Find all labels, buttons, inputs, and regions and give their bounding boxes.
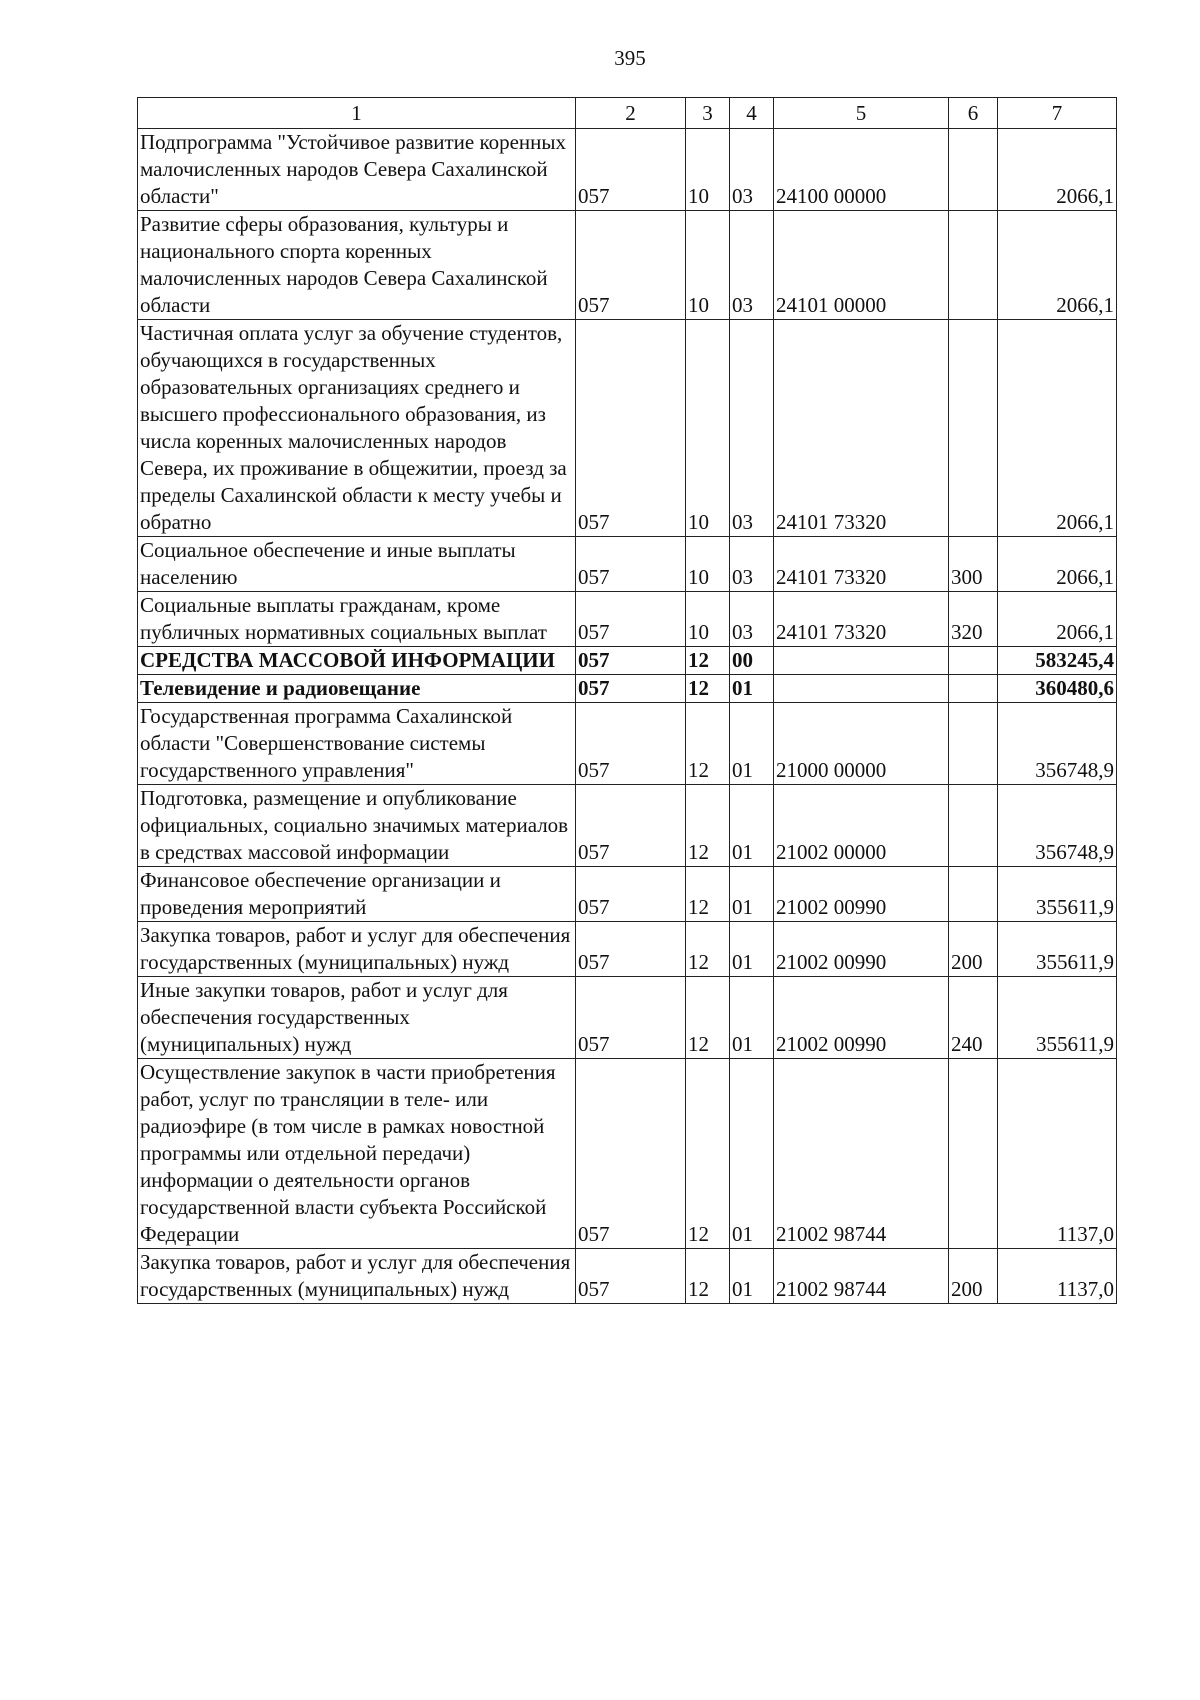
row-name-cell: Подготовка, размещение и опубликование официальных, социально значимых материалов в средствах массовой информации <box>138 785 576 867</box>
row-expense-type-cell: 200 <box>949 1249 998 1304</box>
row-subsection-cell: 01 <box>730 1249 774 1304</box>
row-amount-cell: 2066,1 <box>998 537 1117 592</box>
row-subsection-cell: 03 <box>730 211 774 320</box>
row-amount-cell: 360480,6 <box>998 675 1117 703</box>
row-expense-type-cell <box>949 211 998 320</box>
row-ved-cell: 057 <box>576 320 686 537</box>
row-ved-cell: 057 <box>576 537 686 592</box>
row-target-article-cell: 21002 00990 <box>774 977 949 1059</box>
row-subsection-cell: 03 <box>730 592 774 647</box>
row-amount-cell: 355611,9 <box>998 977 1117 1059</box>
row-amount-cell: 355611,9 <box>998 922 1117 977</box>
row-name-cell: Частичная оплата услуг за обучение студентов, обучающихся в государственных образовательных организациях среднего и высшего профессионального образования, из числа коренных малочисленных народов Севера, их проживание в общежитии, проезд за пределы Сахалинской области к месту учебы и обратно <box>138 320 576 537</box>
table-row <box>138 129 1117 211</box>
table-row <box>138 647 1117 675</box>
column-header: 6 <box>949 98 998 129</box>
row-subsection-cell: 03 <box>730 537 774 592</box>
column-header: 4 <box>730 98 774 129</box>
row-subsection-cell: 01 <box>730 977 774 1059</box>
column-header: 5 <box>774 98 949 129</box>
row-target-article-cell: 24101 73320 <box>774 320 949 537</box>
table-row <box>138 977 1117 1059</box>
row-name-cell: Подпрограмма "Устойчивое развитие коренных малочисленных народов Севера Сахалинской области" <box>138 129 576 211</box>
table-header-row <box>138 98 1117 129</box>
row-expense-type-cell <box>949 675 998 703</box>
row-section-cell: 12 <box>686 703 730 785</box>
row-target-article-cell: 21002 00000 <box>774 785 949 867</box>
row-section-cell: 12 <box>686 1059 730 1249</box>
table-row <box>138 320 1117 537</box>
row-section-cell: 12 <box>686 1249 730 1304</box>
column-header: 3 <box>686 98 730 129</box>
row-amount-cell: 583245,4 <box>998 647 1117 675</box>
row-target-article-cell: 24100 00000 <box>774 129 949 211</box>
row-expense-type-cell: 300 <box>949 537 998 592</box>
row-expense-type-cell: 200 <box>949 922 998 977</box>
row-ved-cell: 057 <box>576 703 686 785</box>
column-header: 7 <box>998 98 1117 129</box>
column-header: 2 <box>576 98 686 129</box>
row-section-cell: 10 <box>686 211 730 320</box>
row-ved-cell: 057 <box>576 922 686 977</box>
row-expense-type-cell: 240 <box>949 977 998 1059</box>
row-target-article-cell: 24101 00000 <box>774 211 949 320</box>
row-ved-cell: 057 <box>576 211 686 320</box>
row-section-cell: 12 <box>686 867 730 922</box>
table-row <box>138 675 1117 703</box>
row-subsection-cell: 01 <box>730 785 774 867</box>
row-target-article-cell: 24101 73320 <box>774 592 949 647</box>
row-subsection-cell: 00 <box>730 647 774 675</box>
row-expense-type-cell <box>949 1059 998 1249</box>
row-name-cell: Финансовое обеспечение организации и проведения мероприятий <box>138 867 576 922</box>
row-subsection-cell: 01 <box>730 867 774 922</box>
row-ved-cell: 057 <box>576 1249 686 1304</box>
row-expense-type-cell <box>949 785 998 867</box>
row-name-cell: Телевидение и радиовещание <box>138 675 576 703</box>
row-target-article-cell: 21002 00990 <box>774 867 949 922</box>
row-target-article-cell: 21002 98744 <box>774 1059 949 1249</box>
table-row <box>138 1059 1117 1249</box>
row-expense-type-cell <box>949 703 998 785</box>
row-expense-type-cell <box>949 867 998 922</box>
row-ved-cell: 057 <box>576 1059 686 1249</box>
budget-table <box>137 97 1117 1304</box>
row-section-cell: 12 <box>686 647 730 675</box>
row-section-cell: 10 <box>686 537 730 592</box>
row-expense-type-cell: 320 <box>949 592 998 647</box>
row-target-article-cell: 24101 73320 <box>774 537 949 592</box>
row-amount-cell: 356748,9 <box>998 785 1117 867</box>
column-header: 1 <box>138 98 576 129</box>
row-subsection-cell: 03 <box>730 129 774 211</box>
row-section-cell: 10 <box>686 129 730 211</box>
row-amount-cell: 355611,9 <box>998 867 1117 922</box>
row-amount-cell: 2066,1 <box>998 211 1117 320</box>
table-row <box>138 1249 1117 1304</box>
row-subsection-cell: 01 <box>730 922 774 977</box>
row-name-cell: Развитие сферы образования, культуры и национального спорта коренных малочисленных народов Севера Сахалинской области <box>138 211 576 320</box>
row-name-cell: Закупка товаров, работ и услуг для обеспечения государственных (муниципальных) нужд <box>138 922 576 977</box>
budget-table-body <box>138 98 1117 1304</box>
row-expense-type-cell <box>949 647 998 675</box>
row-amount-cell: 1137,0 <box>998 1249 1117 1304</box>
row-amount-cell: 2066,1 <box>998 320 1117 537</box>
table-row <box>138 703 1117 785</box>
table-row <box>138 211 1117 320</box>
row-subsection-cell: 01 <box>730 703 774 785</box>
row-ved-cell: 057 <box>576 592 686 647</box>
row-amount-cell: 2066,1 <box>998 592 1117 647</box>
row-section-cell: 12 <box>686 675 730 703</box>
row-target-article-cell: 21002 98744 <box>774 1249 949 1304</box>
row-expense-type-cell <box>949 129 998 211</box>
row-expense-type-cell <box>949 320 998 537</box>
row-name-cell: Социальные выплаты гражданам, кроме публичных нормативных социальных выплат <box>138 592 576 647</box>
row-subsection-cell: 01 <box>730 675 774 703</box>
row-ved-cell: 057 <box>576 867 686 922</box>
row-amount-cell: 1137,0 <box>998 1059 1117 1249</box>
row-name-cell: Государственная программа Сахалинской области "Совершенствование системы государственного управления" <box>138 703 576 785</box>
table-row <box>138 592 1117 647</box>
table-row <box>138 867 1117 922</box>
row-subsection-cell: 03 <box>730 320 774 537</box>
row-target-article-cell <box>774 647 949 675</box>
row-section-cell: 12 <box>686 922 730 977</box>
row-section-cell: 12 <box>686 785 730 867</box>
row-section-cell: 10 <box>686 592 730 647</box>
row-section-cell: 12 <box>686 977 730 1059</box>
row-ved-cell: 057 <box>576 129 686 211</box>
row-amount-cell: 356748,9 <box>998 703 1117 785</box>
row-target-article-cell: 21002 00990 <box>774 922 949 977</box>
row-subsection-cell: 01 <box>730 1059 774 1249</box>
row-target-article-cell <box>774 675 949 703</box>
row-name-cell: Осуществление закупок в части приобретения работ, услуг по трансляции в теле- или радиоэфире (в том числе в рамках новостной программы или отдельной передачи) информации о деятельности органов государственной власти субъекта Российской Федерации <box>138 1059 576 1249</box>
table-row <box>138 785 1117 867</box>
row-ved-cell: 057 <box>576 647 686 675</box>
table-row <box>138 537 1117 592</box>
table-row <box>138 922 1117 977</box>
row-ved-cell: 057 <box>576 785 686 867</box>
row-section-cell: 10 <box>686 320 730 537</box>
row-name-cell: Социальное обеспечение и иные выплаты населению <box>138 537 576 592</box>
row-ved-cell: 057 <box>576 977 686 1059</box>
row-name-cell: Закупка товаров, работ и услуг для обеспечения государственных (муниципальных) нужд <box>138 1249 576 1304</box>
row-amount-cell: 2066,1 <box>998 129 1117 211</box>
page-number: 395 <box>614 46 646 70</box>
row-name-cell: СРЕДСТВА МАССОВОЙ ИНФОРМАЦИИ <box>138 647 576 675</box>
row-target-article-cell: 21000 00000 <box>774 703 949 785</box>
row-ved-cell: 057 <box>576 675 686 703</box>
row-name-cell: Иные закупки товаров, работ и услуг для обеспечения государственных (муниципальных) нужд <box>138 977 576 1059</box>
